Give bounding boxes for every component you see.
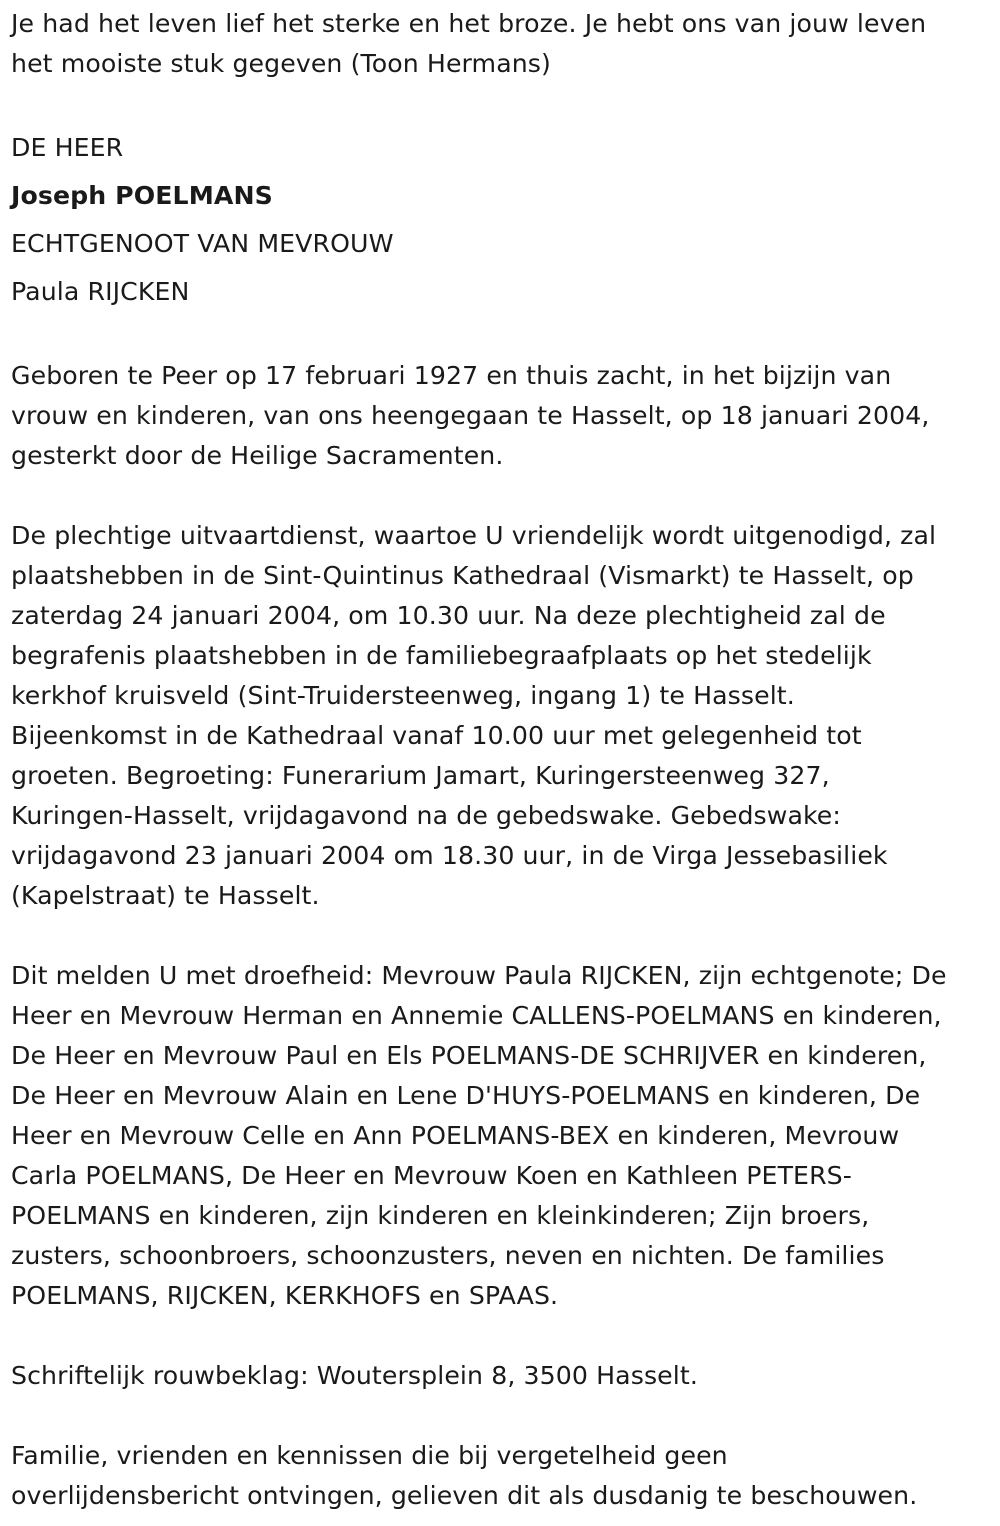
- birth-line: gesterkt door de Heilige Sacramenten.: [11, 441, 504, 470]
- family-line: Carla POELMANS, De Heer en Mevrouw Koen en Kathleen PETERS-: [11, 1161, 852, 1190]
- quote-line: het mooiste stuk gegeven (Toon Hermans): [11, 49, 551, 78]
- family-line: De Heer en Mevrouw Paul en Els POELMANS-DE SCHRIJVER en kinderen,: [11, 1041, 927, 1070]
- quote-line: Je had het leven lief het sterke en het broze. Je hebt ons van jouw leven: [11, 9, 927, 38]
- paragraph-gap: [11, 1316, 995, 1356]
- family-line: Dit melden U met droefheid: Mevrouw Paula RIJCKEN, zijn echtgenote; De: [11, 961, 947, 990]
- funeral-line: (Kapelstraat) te Hasselt.: [11, 881, 320, 910]
- funeral-line: groeten. Begroeting: Funerarium Jamart, Kuringersteenweg 327,: [11, 761, 830, 790]
- heading-block: [11, 124, 995, 316]
- obituary-notice: [11, 4, 995, 1516]
- condolence-line: Schriftelijk rouwbeklag: Woutersplein 8, 3500 Hasselt.: [11, 1361, 698, 1390]
- family-line: De Heer en Mevrouw Alain en Lene D'HUYS-POELMANS en kinderen, De: [11, 1081, 921, 1110]
- funeral-line: vrijdagavond 23 januari 2004 om 18.30 uur, in de Virga Jessebasiliek: [11, 841, 888, 870]
- funeral-line: zaterdag 24 januari 2004, om 10.30 uur. Na deze plechtigheid zal de: [11, 601, 886, 630]
- birth-paragraph: [11, 356, 995, 476]
- closing-line: Familie, vrienden en kennissen die bij vergetelheid geen: [11, 1441, 728, 1470]
- funeral-line: kerkhof kruisveld (Sint-Truidersteenweg, ingang 1) te Hasselt.: [11, 681, 795, 710]
- family-paragraph: [11, 956, 995, 1316]
- birth-line: vrouw en kinderen, van ons heengegaan te Hasselt, op 18 januari 2004,: [11, 401, 930, 430]
- funeral-line: Bijeenkomst in de Kathedraal vanaf 10.00 uur met gelegenheid tot: [11, 721, 862, 750]
- closing-paragraph: [11, 1436, 995, 1516]
- paragraph-gap: [11, 916, 995, 956]
- funeral-line: Kuringen-Hasselt, vrijdagavond na de gebedswake. Gebedswake:: [11, 801, 841, 830]
- family-line: zusters, schoonbroers, schoonzusters, neven en nichten. De families: [11, 1241, 885, 1270]
- paragraph-gap: [11, 476, 995, 516]
- paragraph-gap: [11, 1396, 995, 1436]
- family-line: POELMANS, RIJCKEN, KERKHOFS en SPAAS.: [11, 1281, 559, 1310]
- family-line: Heer en Mevrouw Herman en Annemie CALLENS-POELMANS en kinderen,: [11, 1001, 942, 1030]
- deceased-name: Joseph POELMANS: [11, 181, 273, 210]
- relation-line: ECHTGENOOT VAN MEVROUW: [11, 229, 394, 258]
- funeral-line: begrafenis plaatshebben in de familiebegraafplaats op het stedelijk: [11, 641, 872, 670]
- closing-line: overlijdensbericht ontvingen, gelieven dit als dusdanig te beschouwen.: [11, 1481, 918, 1510]
- funeral-paragraph: [11, 516, 995, 916]
- title-line: DE HEER: [11, 133, 124, 162]
- spouse-name: Paula RIJCKEN: [11, 277, 190, 306]
- paragraph-gap: [11, 316, 995, 356]
- quote-paragraph: [11, 4, 995, 84]
- funeral-line: plaatshebben in de Sint-Quintinus Kathedraal (Vismarkt) te Hasselt, op: [11, 561, 914, 590]
- funeral-line: De plechtige uitvaartdienst, waartoe U vriendelijk wordt uitgenodigd, zal: [11, 521, 937, 550]
- family-line: POELMANS en kinderen, zijn kinderen en kleinkinderen; Zijn broers,: [11, 1201, 870, 1230]
- birth-line: Geboren te Peer op 17 februari 1927 en thuis zacht, in het bijzijn van: [11, 361, 892, 390]
- paragraph-gap: [11, 84, 995, 124]
- family-line: Heer en Mevrouw Celle en Ann POELMANS-BEX en kinderen, Mevrouw: [11, 1121, 900, 1150]
- condolence-paragraph: [11, 1356, 995, 1396]
